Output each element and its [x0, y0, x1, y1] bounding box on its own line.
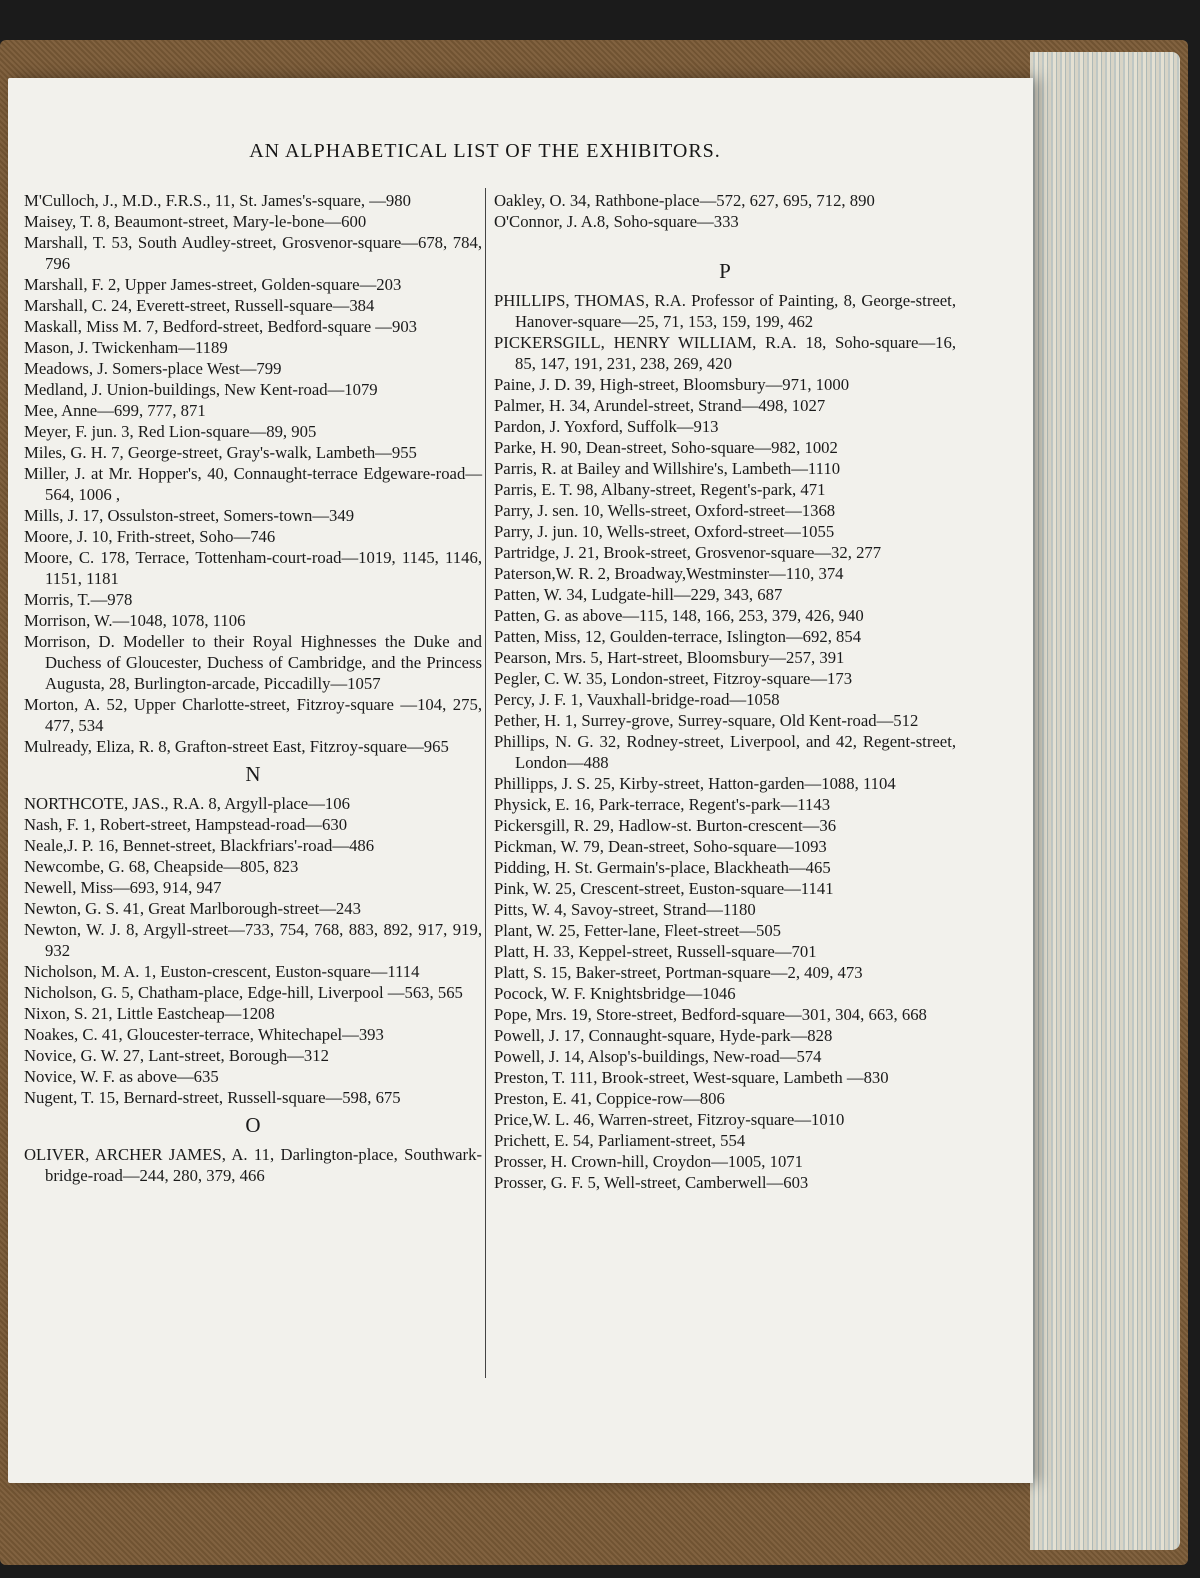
entries-n — [24, 793, 482, 1108]
exhibitor-entry: Phillipps, J. S. 25, Kirby-street, Hatton-garden—1088, 1104 — [494, 774, 896, 793]
exhibitor-entry: Preston, E. 41, Coppice-row—806 — [494, 1089, 725, 1108]
exhibitor-entry: Maskall, Miss M. 7, Bedford-street, Bedford-square —903 — [24, 317, 418, 336]
exhibitor-entry: Moore, J. 10, Frith-street, Soho—746 — [24, 527, 276, 546]
exhibitor-entry: Neale,J. P. 16, Bennet-street, Blackfriars'-road—486 — [24, 836, 375, 855]
exhibitor-entry: Medland, J. Union-buildings, New Kent-road—1079 — [24, 380, 378, 399]
exhibitor-entry: Maisey, T. 8, Beaumont-street, Mary-le-bone—600 — [24, 212, 367, 231]
exhibitor-entry: Patten, Miss, 12, Goulden-terrace, Islington—692, 854 — [494, 627, 862, 646]
exhibitor-entry: Plant, W. 25, Fetter-lane, Fleet-street—505 — [494, 921, 782, 940]
exhibitor-entry: M'Culloch, J., M.D., F.R.S., 11, St. James's-square, —980 — [24, 191, 411, 210]
exhibitor-entry: Oakley, O. 34, Rathbone-place—572, 627, 695, 712, 890 — [494, 191, 875, 210]
entries-p — [494, 290, 956, 1193]
exhibitor-entry: O'Connor, J. A.8, Soho-square—333 — [494, 212, 739, 231]
entries-m — [24, 190, 482, 757]
exhibitor-entry: Paine, J. D. 39, High-street, Bloomsbury—971, 1000 — [494, 375, 850, 394]
section-letter-o: O — [245, 1113, 261, 1137]
entries-o-continued — [494, 190, 956, 232]
left-column — [24, 190, 482, 1186]
exhibitor-entry: Nash, F. 1, Robert-street, Hampstead-road—630 — [24, 815, 348, 834]
exhibitor-entry: Palmer, H. 34, Arundel-street, Strand—498, 1027 — [494, 396, 826, 415]
exhibitor-entry: Parke, H. 90, Dean-street, Soho-square—982, 1002 — [494, 438, 838, 457]
exhibitor-entry: PHILLIPS, THOMAS, R.A. Professor of Painting, 8, George-street, Hanover-square—25, 71, 153, 159, 199, 462 — [494, 291, 956, 331]
exhibitor-entry: Mason, J. Twickenham—1189 — [24, 338, 228, 357]
exhibitor-entry: Mills, J. 17, Ossulston-street, Somers-town—349 — [24, 506, 355, 525]
exhibitor-entry: Platt, H. 33, Keppel-street, Russell-square—701 — [494, 942, 817, 961]
exhibitor-entry: NORTHCOTE, JAS., R.A. 8, Argyll-place—106 — [24, 794, 350, 813]
exhibitor-entry: Miller, J. at Mr. Hopper's, 40, Connaught-terrace Edgeware-road—564, 1006 , — [24, 464, 482, 504]
exhibitor-entry: Morton, A. 52, Upper Charlotte-street, Fitzroy-square —104, 275, 477, 534 — [24, 695, 482, 735]
entries-o — [24, 1144, 482, 1186]
exhibitor-entry: Meadows, J. Somers-place West—799 — [24, 359, 282, 378]
exhibitor-entry: Pickman, W. 79, Dean-street, Soho-square—1093 — [494, 837, 827, 856]
section-letter-n: N — [245, 762, 261, 786]
exhibitor-entry: Pardon, J. Yoxford, Suffolk—913 — [494, 417, 719, 436]
exhibitor-entry: Parris, E. T. 98, Albany-street, Regent's-park, 471 — [494, 480, 826, 499]
exhibitor-entry: Price,W. L. 46, Warren-street, Fitzroy-square—1010 — [494, 1110, 845, 1129]
page-edges — [1030, 52, 1180, 1550]
exhibitor-entry: Prosser, H. Crown-hill, Croydon—1005, 1071 — [494, 1152, 803, 1171]
exhibitor-entry: Marshall, T. 53, South Audley-street, Grosvenor-square—678, 784, 796 — [24, 233, 482, 273]
exhibitor-entry: Newton, G. S. 41, Great Marlborough-street—243 — [24, 899, 361, 918]
exhibitor-entry: Mee, Anne—699, 777, 871 — [24, 401, 206, 420]
exhibitor-entry: Platt, S. 15, Baker-street, Portman-square—2, 409, 473 — [494, 963, 863, 982]
exhibitor-entry: Pickersgill, R. 29, Hadlow-st. Burton-crescent—36 — [494, 816, 837, 835]
exhibitor-entry: PICKERSGILL, HENRY WILLIAM, R.A. 18, Soho-square—16, 85, 147, 191, 231, 238, 269, 420 — [494, 333, 956, 373]
exhibitor-entry: Pink, W. 25, Crescent-street, Euston-square—1141 — [494, 879, 834, 898]
exhibitor-entry: Noakes, C. 41, Gloucester-terrace, Whitechapel—393 — [24, 1025, 384, 1044]
exhibitor-entry: Novice, G. W. 27, Lant-street, Borough—312 — [24, 1046, 329, 1065]
exhibitor-entry: Patten, G. as above—115, 148, 166, 253, 379, 426, 940 — [494, 606, 864, 625]
exhibitor-entry: Miles, G. H. 7, George-street, Gray's-walk, Lambeth—955 — [24, 443, 417, 462]
exhibitor-entry: Nixon, S. 21, Little Eastcheap—1208 — [24, 1004, 275, 1023]
exhibitor-entry: Pegler, C. W. 35, London-street, Fitzroy-square—173 — [494, 669, 853, 688]
exhibitor-entry: Moore, C. 178, Terrace, Tottenham-court-road—1019, 1145, 1146, 1151, 1181 — [24, 548, 482, 588]
exhibitor-entry: Nicholson, M. A. 1, Euston-crescent, Euston-square—1114 — [24, 962, 420, 981]
page-heading: AN ALPHABETICAL LIST OF THE EXHIBITORS. — [249, 140, 721, 162]
exhibitor-entry: Pitts, W. 4, Savoy-street, Strand—1180 — [494, 900, 756, 919]
exhibitor-entry: Nicholson, G. 5, Chatham-place, Edge-hill, Liverpool —563, 565 — [24, 983, 463, 1002]
exhibitor-entry: Physick, E. 16, Park-terrace, Regent's-park—1143 — [494, 795, 831, 814]
exhibitor-entry: Partridge, J. 21, Brook-street, Grosvenor-square—32, 277 — [494, 543, 882, 562]
exhibitor-entry: OLIVER, ARCHER JAMES, A. 11, Darlington-place, Southwark-bridge-road—244, 280, 379, 466 — [24, 1145, 482, 1185]
exhibitor-entry: Pope, Mrs. 19, Store-street, Bedford-square—301, 304, 663, 668 — [494, 1005, 927, 1024]
exhibitor-entry: Morris, T.—978 — [24, 590, 133, 609]
exhibitor-entry: Phillips, N. G. 32, Rodney-street, Liverpool, and 42, Regent-street, London—488 — [494, 732, 956, 772]
exhibitor-entry: Patten, W. 34, Ludgate-hill—229, 343, 687 — [494, 585, 783, 604]
exhibitor-entry: Powell, J. 17, Connaught-square, Hyde-park—828 — [494, 1026, 833, 1045]
right-column — [494, 190, 956, 1193]
exhibitor-entry: Nugent, T. 15, Bernard-street, Russell-square—598, 675 — [24, 1088, 401, 1107]
exhibitor-entry: Paterson,W. R. 2, Broadway,Westminster—110, 374 — [494, 564, 844, 583]
exhibitor-entry: Morrison, W.—1048, 1078, 1106 — [24, 611, 246, 630]
exhibitor-entry: Newton, W. J. 8, Argyll-street—733, 754, 768, 883, 892, 917, 919, 932 — [24, 920, 482, 960]
exhibitor-entry: Mulready, Eliza, R. 8, Grafton-street East, Fitzroy-square—965 — [24, 737, 449, 756]
exhibitor-entry: Parris, R. at Bailey and Willshire's, Lambeth—1110 — [494, 459, 841, 478]
exhibitor-entry: Parry, J. sen. 10, Wells-street, Oxford-street—1368 — [494, 501, 836, 520]
exhibitor-entry: Marshall, F. 2, Upper James-street, Golden-square—203 — [24, 275, 402, 294]
exhibitor-entry: Pocock, W. F. Knightsbridge—1046 — [494, 984, 736, 1003]
exhibitor-entry: Morrison, D. Modeller to their Royal Highnesses the Duke and Duchess of Gloucester, Duchess of Cambridge, and the Princess Augusta, 28, Burlington-arcade, Piccadilly—1057 — [24, 632, 482, 693]
exhibitor-entry: Prosser, G. F. 5, Well-street, Camberwell—603 — [494, 1173, 809, 1192]
column-divider — [485, 188, 486, 1378]
exhibitor-entry: Prichett, E. 54, Parliament-street, 554 — [494, 1131, 746, 1150]
exhibitor-entry: Percy, J. F. 1, Vauxhall-bridge-road—1058 — [494, 690, 780, 709]
exhibitor-entry: Novice, W. F. as above—635 — [24, 1067, 219, 1086]
exhibitor-entry: Newell, Miss—693, 914, 947 — [24, 878, 222, 897]
exhibitor-entry: Marshall, C. 24, Everett-street, Russell-square—384 — [24, 296, 375, 315]
exhibitor-entry: Pether, H. 1, Surrey-grove, Surrey-square, Old Kent-road—512 — [494, 711, 919, 730]
exhibitor-entry: Newcombe, G. 68, Cheapside—805, 823 — [24, 857, 299, 876]
exhibitor-entry: Pearson, Mrs. 5, Hart-street, Bloomsbury—257, 391 — [494, 648, 845, 667]
section-letter-p: P — [719, 259, 731, 283]
exhibitor-entry: Pidding, H. St. Germain's-place, Blackheath—465 — [494, 858, 831, 877]
exhibitor-entry: Parry, J. jun. 10, Wells-street, Oxford-street—1055 — [494, 522, 835, 541]
exhibitor-entry: Meyer, F. jun. 3, Red Lion-square—89, 905 — [24, 422, 317, 441]
exhibitor-entry: Preston, T. 111, Brook-street, West-square, Lambeth —830 — [494, 1068, 889, 1087]
exhibitor-entry: Powell, J. 14, Alsop's-buildings, New-road—574 — [494, 1047, 822, 1066]
